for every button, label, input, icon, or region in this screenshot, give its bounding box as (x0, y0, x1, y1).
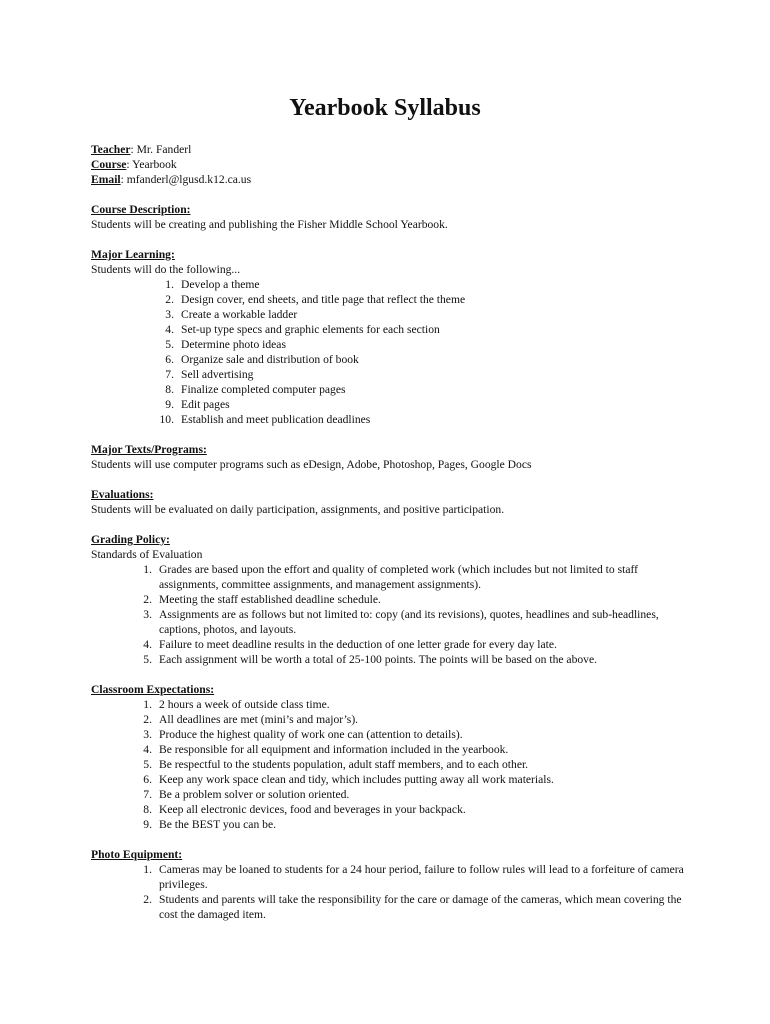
document-title: Yearbook Syllabus (289, 95, 481, 121)
list-item-text: Organize sale and distribution of book (181, 353, 359, 366)
list-item (91, 292, 691, 307)
list-item-text: Each assignment will be worth a total of 25-100 points. The points will be based on the above. (159, 653, 598, 666)
list-item (91, 892, 691, 922)
list-item-text: Be respectful to the students population, adult staff members, and to each other. (159, 758, 529, 771)
list-item-text: Assignments are as follows but not limited to: copy (and its revisions), quotes, headlines and sub-headlines, captions, photos, and layouts. (159, 608, 659, 636)
list-item-number: 3. (143, 728, 152, 741)
email-value: : mfanderl@lgusd.k12.ca.us (120, 173, 252, 186)
email-line (91, 172, 691, 187)
grading-policy-heading: Grading Policy: (91, 533, 170, 546)
list-item-text: Keep all electronic devices, food and beverages in your backpack. (159, 803, 466, 816)
list-item-number: 6. (143, 773, 152, 786)
list-item-text: Be the BEST you can be. (159, 818, 276, 831)
list-item-text: Students and parents will take the responsibility for the care or damage of the cameras, which mean covering the cost the damaged item. (159, 893, 682, 921)
major-learning-list (91, 277, 691, 427)
list-item-number: 9. (165, 398, 174, 411)
list-item-text: Be responsible for all equipment and information included in the yearbook. (159, 743, 509, 756)
list-item-number: 3. (143, 608, 152, 621)
evaluations-section (91, 487, 691, 502)
list-item-text: Create a workable ladder (181, 308, 298, 321)
list-item (91, 352, 691, 367)
list-item-number: 7. (165, 368, 174, 381)
list-item (91, 337, 691, 352)
list-item-text: Cameras may be loaned to students for a 24 hour period, failure to follow rules will lead to a forfeiture of camera privileges. (159, 863, 684, 891)
list-item (91, 322, 691, 337)
list-item-number: 1. (143, 563, 152, 576)
list-item-text: Keep any work space clean and tidy, which includes putting away all work materials. (159, 773, 554, 786)
teacher-value: : Mr. Fanderl (130, 143, 192, 156)
list-item-text: Develop a theme (181, 278, 260, 291)
major-learning-section (91, 247, 691, 262)
classroom-expectations-heading: Classroom Expectations: (91, 683, 215, 696)
classroom-expectations-list (91, 697, 691, 832)
list-item-text: Be a problem solver or solution oriented. (159, 788, 350, 801)
grading-policy-intro: Standards of Evaluation (91, 548, 203, 561)
major-learning-intro: Students will do the following... (91, 263, 241, 276)
list-item-text: Determine photo ideas (181, 338, 286, 351)
spacer (91, 832, 691, 847)
list-item-number: 2. (143, 893, 152, 906)
course-line (91, 157, 691, 172)
major-texts-heading: Major Texts/Programs: (91, 443, 207, 456)
list-item (91, 592, 691, 607)
list-item-number: 2. (143, 593, 152, 606)
list-item-number: 4. (143, 743, 152, 756)
teacher-line (91, 142, 691, 157)
email-label: Email (91, 173, 121, 186)
list-item-text: Edit pages (181, 398, 230, 411)
major-learning-heading: Major Learning: (91, 248, 175, 261)
list-item-text: 2 hours a week of outside class time. (159, 698, 330, 711)
list-item-number: 5. (143, 653, 152, 666)
spacer (91, 187, 691, 202)
spacer (91, 427, 691, 442)
list-item-text: Design cover, end sheets, and title page that reflect the theme (181, 293, 466, 306)
list-item (91, 277, 691, 292)
list-item-number: 2. (165, 293, 174, 306)
list-item (91, 712, 691, 727)
grading-policy-list (91, 562, 691, 667)
photo-equipment-list (91, 862, 691, 922)
list-item-text: Grades are based upon the effort and quality of completed work (which includes but not limited to staff assignments, committee assignments, and management assignments). (159, 563, 638, 591)
syllabus-body (91, 142, 691, 922)
list-item-number: 5. (143, 758, 152, 771)
evaluations-text: Students will be evaluated on daily participation, assignments, and positive participation. (91, 503, 505, 516)
course-label: Course (91, 158, 127, 171)
list-item (91, 802, 691, 817)
list-item (91, 637, 691, 652)
major-texts-section (91, 442, 691, 457)
spacer (91, 667, 691, 682)
list-item (91, 742, 691, 757)
list-item (91, 817, 691, 832)
list-item-text: Sell advertising (181, 368, 254, 381)
list-item (91, 562, 691, 592)
list-item-number: 1. (143, 863, 152, 876)
course-value: : Yearbook (126, 158, 177, 171)
grading-policy-section (91, 532, 691, 547)
course-description-heading: Course Description: (91, 203, 191, 216)
list-item (91, 697, 691, 712)
list-item (91, 382, 691, 397)
list-item-number: 4. (143, 638, 152, 651)
list-item-number: 8. (165, 383, 174, 396)
list-item (91, 727, 691, 742)
list-item (91, 607, 691, 637)
list-item-text: Establish and meet publication deadlines (181, 413, 371, 426)
spacer (91, 472, 691, 487)
list-item-text: Finalize completed computer pages (181, 383, 346, 396)
course-description-text: Students will be creating and publishing the Fisher Middle School Yearbook. (91, 218, 448, 231)
list-item-number: 4. (165, 323, 174, 336)
photo-equipment-heading: Photo Equipment: (91, 848, 183, 861)
list-item-number: 7. (143, 788, 152, 801)
course-description-section (91, 202, 691, 217)
list-item-number: 8. (143, 803, 152, 816)
list-item (91, 397, 691, 412)
list-item-number: 3. (165, 308, 174, 321)
major-texts-text: Students will use computer programs such as eDesign, Adobe, Photoshop, Pages, Google Docs (91, 458, 532, 471)
list-item-text: Produce the highest quality of work one can (attention to details). (159, 728, 463, 741)
list-item-number: 2. (143, 713, 152, 726)
list-item-number: 5. (165, 338, 174, 351)
list-item-text: Failure to meet deadline results in the deduction of one letter grade for every day late. (159, 638, 557, 651)
list-item (91, 367, 691, 382)
spacer (91, 232, 691, 247)
evaluations-heading: Evaluations: (91, 488, 154, 501)
list-item-number: 9. (143, 818, 152, 831)
teacher-label: Teacher (91, 143, 131, 156)
list-item-text: Meeting the staff established deadline schedule. (159, 593, 381, 606)
list-item (91, 307, 691, 322)
list-item-text: All deadlines are met (mini’s and major’s). (159, 713, 359, 726)
list-item (91, 787, 691, 802)
spacer (91, 517, 691, 532)
list-item (91, 772, 691, 787)
list-item (91, 412, 691, 427)
list-item-number: 1. (165, 278, 174, 291)
list-item (91, 757, 691, 772)
photo-equipment-section (91, 847, 691, 862)
list-item (91, 862, 691, 892)
list-item-number: 10. (159, 413, 174, 426)
list-item (91, 652, 691, 667)
list-item-number: 6. (165, 353, 174, 366)
list-item-text: Set-up type specs and graphic elements for each section (181, 323, 440, 336)
list-item-number: 1. (143, 698, 152, 711)
classroom-expectations-section (91, 682, 691, 697)
